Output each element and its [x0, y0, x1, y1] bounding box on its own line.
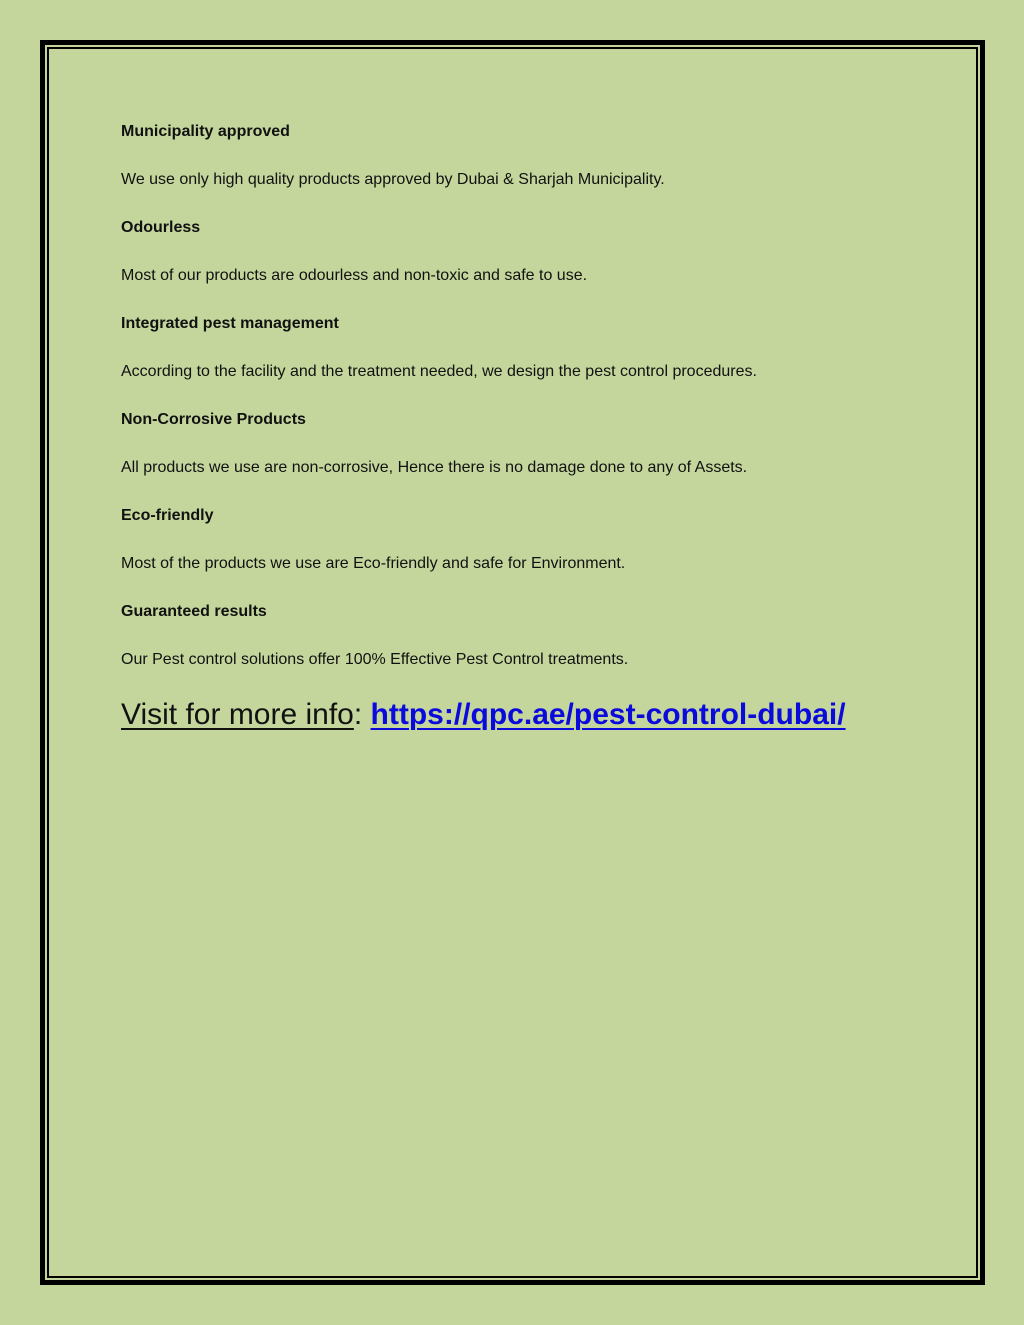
section-heading-guaranteed: Guaranteed results — [121, 603, 267, 620]
section-text-odourless: Most of our products are odourless and non-toxic and safe to use. — [121, 267, 588, 284]
section-heading-municipality: Municipality approved — [121, 123, 290, 140]
section-heading-non-corrosive: Non-Corrosive Products — [121, 411, 306, 428]
visit-label: Visit for more info — [121, 698, 354, 731]
visit-separator: : — [353, 698, 371, 731]
section-heading-integrated: Integrated pest management — [121, 315, 339, 332]
section-text-municipality: We use only high quality products approved by Dubai & Sharjah Municipality. — [121, 171, 665, 188]
section-text-non-corrosive: All products we use are non-corrosive, Hence there is no damage done to any of Assets. — [121, 459, 748, 476]
visit-link[interactable]: https://qpc.ae/pest-control-dubai/ — [370, 698, 846, 731]
section-text-guaranteed: Our Pest control solutions offer 100% Effective Pest Control treatments. — [121, 651, 629, 668]
section-text-eco-friendly: Most of the products we use are Eco-friendly and safe for Environment. — [121, 555, 626, 572]
visit-line — [121, 697, 846, 733]
section-text-integrated: According to the facility and the treatment needed, we design the pest control procedures. — [121, 363, 757, 380]
section-heading-eco-friendly: Eco-friendly — [121, 507, 214, 524]
section-heading-odourless: Odourless — [121, 219, 201, 236]
